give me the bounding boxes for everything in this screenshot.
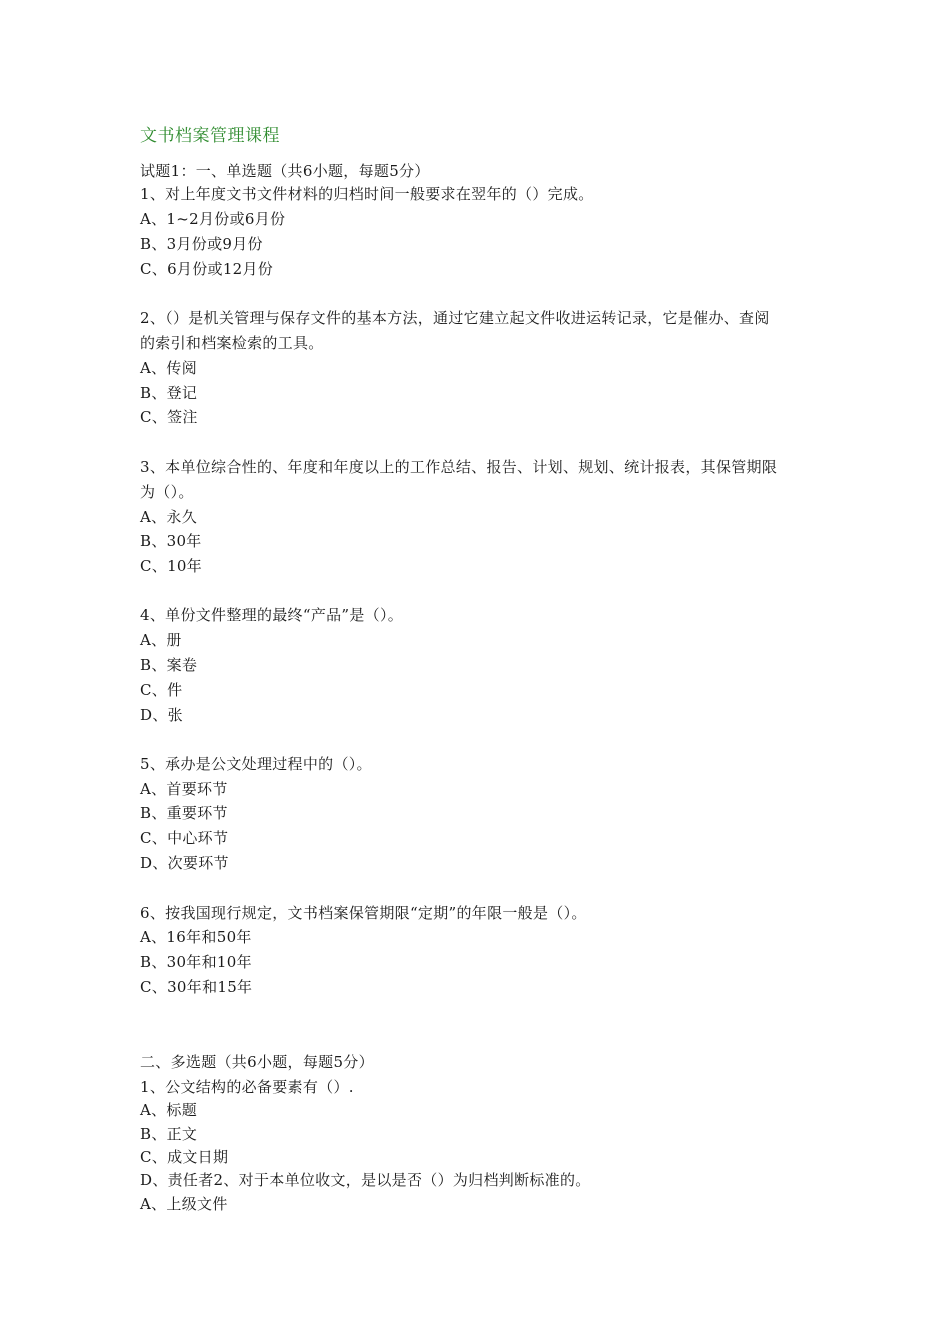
question-1-2-option-a: A、传阅: [140, 359, 198, 377]
question-2-1-option-a: A、标题: [140, 1101, 198, 1119]
question-1-1-option-c: C、6月份或12月份: [140, 260, 274, 278]
section1-header: 试题1：一、单选题（共6小题，每题5分）: [140, 162, 430, 180]
question-1-6-option-a: A、16年和50年: [140, 928, 252, 946]
question-1-1-option-a: A、1~2月份或6月份: [140, 210, 286, 228]
question-1-4-option-c: C、件: [140, 681, 183, 699]
question-1-2-option-c: C、签注: [140, 408, 198, 426]
question-1-3-text-line1: 3、本单位综合性的、年度和年度以上的工作总结、报告、计划、规划、统计报表，其保管期限: [140, 458, 778, 476]
question-2-1-option-b: B、正文: [140, 1125, 198, 1143]
question-1-2-option-b: B、登记: [140, 384, 198, 402]
question-1-1-option-b: B、3月份或9月份: [140, 235, 263, 253]
question-1-3-option-a: A、永久: [140, 508, 198, 526]
question-1-5-text: 5、承办是公文处理过程中的（）。: [140, 755, 372, 773]
question-1-1-text: 1、对上年度文书文件材料的归档时间一般要求在翌年的（）完成。: [140, 185, 594, 203]
question-1-4-option-d: D、张: [140, 706, 183, 724]
section2-header: 二、多选题（共6小题，每题5分）: [140, 1053, 374, 1071]
question-1-6-text: 6、按我国现行规定，文书档案保管期限“定期”的年限一般是（）。: [140, 904, 587, 922]
question-1-4-option-a: A、册: [140, 631, 182, 649]
question-1-6-option-c: C、30年和15年: [140, 978, 253, 996]
question-1-2-text-line1: 2、（）是机关管理与保存文件的基本方法，通过它建立起文件收进运转记录，它是催办、查阅: [140, 309, 770, 327]
question-1-4-text: 4、单份文件整理的最终“产品”是（）。: [140, 606, 404, 624]
question-2-1-text: 1、公文结构的必备要素有（）.: [140, 1078, 354, 1096]
question-1-3-text-line2: 为（）。: [140, 483, 194, 501]
question-1-5-option-a: A、首要环节: [140, 780, 228, 798]
question-1-3-option-c: C、10年: [140, 557, 203, 575]
question-1-6-option-b: B、30年和10年: [140, 953, 252, 971]
question-2-2-option-a: A、上级文件: [140, 1195, 228, 1213]
question-1-5-option-c: C、中心环节: [140, 829, 229, 847]
question-1-4-option-b: B、案卷: [140, 656, 198, 674]
document-title: 文书档案管理课程: [140, 126, 280, 146]
question-2-1-option-d: D、责任者2、对于本单位收文，是以是否（）为归档判断标准的。: [140, 1171, 591, 1189]
question-1-3-option-b: B、30年: [140, 532, 202, 550]
question-1-2-text-line2: 的索引和档案检索的工具。: [140, 334, 324, 352]
question-2-1-option-c: C、成文日期: [140, 1148, 229, 1166]
question-1-5-option-b: B、重要环节: [140, 804, 228, 822]
question-1-5-option-d: D、次要环节: [140, 854, 229, 872]
